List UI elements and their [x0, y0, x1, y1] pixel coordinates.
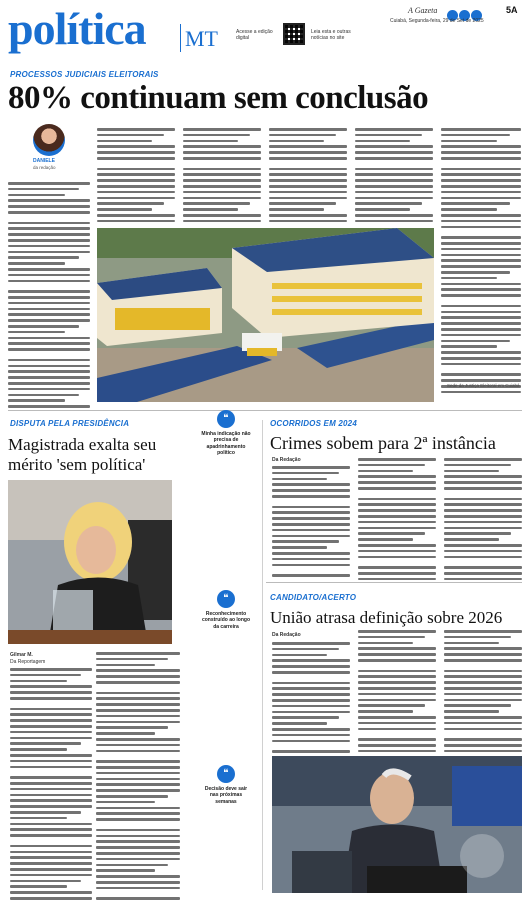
author-avatar: [33, 124, 65, 156]
judge-quote-2: ❝ Reconhecimento construído ao longo da carreira: [200, 590, 252, 630]
page-number: 5A: [506, 5, 518, 15]
dateline: Cuiabá, Segunda-feira, 29 de Set de 2025: [390, 18, 484, 24]
union-headline: União atrasa definição sobre 2026: [270, 608, 503, 627]
lead-body-col-5: [355, 128, 433, 226]
lead-kicker: PROCESSOS JUDICIAIS ELEITORAIS: [10, 70, 159, 79]
lead-body-col-6: [441, 128, 521, 397]
column-divider: [262, 420, 263, 890]
lead-photo-caption: Sede da Justiça Eleitoral em Cuiabá: [447, 383, 520, 388]
magistrate-photo: [8, 480, 172, 644]
union-body-col-1: [272, 642, 350, 756]
crimes-headline: Crimes sobem para 2ª instância: [270, 433, 496, 453]
union-body-col-2: [358, 630, 436, 756]
lead-headline: 80% continuam sem conclusão: [8, 80, 429, 116]
lead-body-col-1: [8, 182, 90, 411]
tribunal-building-photo: [97, 228, 434, 402]
digital-edition-note: Acesse a edição digital: [236, 29, 273, 42]
quote-icon: ❝: [217, 410, 235, 428]
union-quote: ❝ Decisão deve sair nas próximas semanas: [200, 765, 252, 805]
quote-icon: ❝: [217, 590, 235, 608]
senator-photo: [272, 756, 522, 893]
masthead-divider: [180, 24, 181, 52]
crimes-body-col-1: [272, 466, 350, 580]
author-role: da redação: [33, 165, 56, 170]
crimes-kicker: OCORRIDOS EM 2024: [270, 419, 357, 428]
crimes-byline: Da Redação: [272, 457, 301, 463]
section-divider: [8, 410, 522, 411]
quote-icon: ❝: [217, 765, 235, 783]
qr-code-icon: [283, 23, 305, 45]
author-name: DANIELE: [33, 158, 55, 164]
judge-quote-1: ❝ Minha indicação não precisa de apadrinhamento político: [200, 410, 252, 456]
site-note: Leia esta e outras notícias no site: [311, 29, 351, 42]
judge-byline-desk: Da Reportagem: [10, 659, 46, 665]
crimes-body-col-3: [444, 458, 522, 584]
judge-body-col-2: [96, 652, 180, 900]
paper-name: A Gazeta: [408, 6, 438, 15]
judge-body-col-1: [10, 668, 92, 900]
union-kicker: CANDIDATO/ACERTO: [270, 593, 357, 602]
section-title: política: [8, 3, 146, 54]
region-label: MT: [185, 26, 218, 51]
union-byline: Da Redação: [272, 632, 301, 638]
union-body-col-3: [444, 630, 522, 756]
judge-byline-name: Gilmar M.: [10, 652, 33, 658]
lead-body-col-3: [183, 128, 261, 226]
lead-body-col-4: [269, 128, 347, 226]
crimes-divider: [266, 582, 522, 583]
crimes-body-col-2: [358, 458, 436, 584]
judge-kicker: DISPUTA PELA PRESIDÊNCIA: [10, 419, 130, 428]
judge-headline: Magistrada exalta seu mérito 'sem política': [8, 435, 157, 474]
lead-body-col-2: [97, 128, 175, 226]
